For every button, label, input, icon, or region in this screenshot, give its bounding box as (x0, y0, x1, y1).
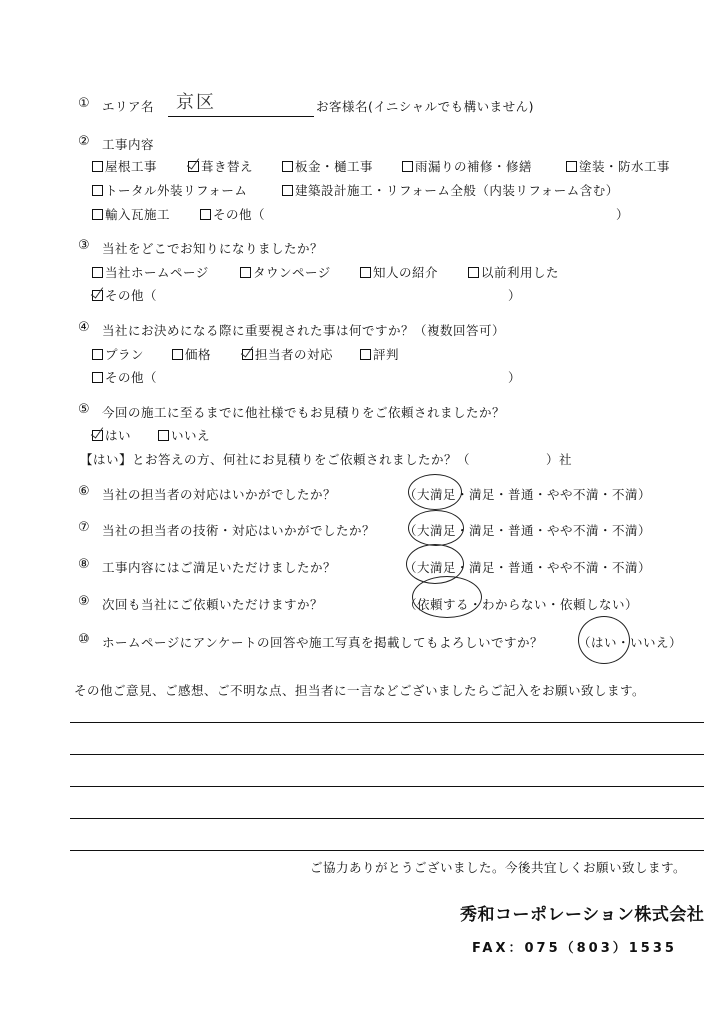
q5-option-yes[interactable] (92, 426, 131, 444)
company-name: 秀和コーポレーション株式会社 (460, 905, 705, 925)
option-label: 板金・樋工事 (295, 159, 374, 174)
q2-option-reroof[interactable] (188, 157, 253, 175)
q6-number: ⑥ (78, 484, 90, 499)
option-label: 知人の紹介 (373, 265, 439, 280)
q10-number: ⑩ (78, 632, 90, 647)
option-label: 建築設計施工・リフォーム全般（内装リフォーム含む） (295, 183, 619, 198)
option-label: その他（ (213, 207, 266, 222)
checkbox[interactable] (92, 267, 103, 278)
q10-question: ホームページにアンケートの回答や施工写真を掲載してもよろしいですか？ (102, 635, 544, 650)
checkbox[interactable] (158, 430, 169, 441)
q4-option-other[interactable] (92, 368, 157, 386)
option-label: タウンページ (253, 265, 331, 280)
q5-option-no[interactable] (158, 426, 210, 444)
q5-title: 今回の施工に至るまでに他社様でもお見積りをご依頼されましたか？ (102, 405, 506, 420)
comment-line-4[interactable] (70, 818, 704, 819)
q6-scale[interactable]: （大満足・満足・普通・やや不満・不満） (404, 487, 652, 502)
q2-title: 工事内容 (102, 137, 155, 152)
q8-scale[interactable]: （大満足・満足・普通・やや不満・不満） (404, 560, 652, 575)
fax-number: FAX：075（803）1535 (472, 941, 677, 956)
customer-label: お客様名(イニシャルでも構いません) (316, 99, 535, 114)
q5-followup-end: ）社 (546, 452, 573, 467)
q6-question: 当社の担当者の対応はいかがでしたか？ (102, 487, 337, 502)
checkbox[interactable] (200, 209, 211, 220)
q6-answer-circle (408, 474, 462, 510)
option-label: 評判 (373, 347, 400, 362)
q4-option-plan[interactable] (92, 345, 144, 363)
comment-line-1[interactable] (70, 722, 704, 723)
option-label: 以前利用した (481, 265, 560, 280)
q2-number: ② (78, 134, 90, 149)
option-label: 輸入瓦施工 (105, 207, 171, 222)
option-label: プラン (105, 347, 145, 362)
q3-other-close: ） (508, 288, 522, 303)
q5-followup: 【はい】とお答えの方、何社にお見積りをご依頼されましたか？（ (80, 452, 471, 467)
q3-option-referral[interactable] (360, 263, 438, 281)
q10-scale[interactable]: （はい・いいえ） (578, 635, 683, 650)
checkbox[interactable] (92, 185, 103, 196)
q5-number: ⑤ (78, 402, 90, 417)
checkbox[interactable] (92, 430, 103, 441)
q9-question: 次回も当社にご依頼いただけますか？ (102, 597, 324, 612)
comments-prompt: その他ご意見、ご感想、ご不明な点、担当者に一言などございましたらご記入をお願い致します。 (74, 683, 646, 698)
q4-title: 当社にお決めになる際に重要視された事は何ですか？（複数回答可） (102, 323, 506, 338)
q2-option-sheetmetal[interactable] (282, 157, 373, 175)
option-label: 価格 (185, 347, 212, 362)
checkbox[interactable] (282, 185, 293, 196)
q8-question: 工事内容にはご満足いただけましたか？ (102, 560, 337, 575)
comment-line-2[interactable] (70, 754, 704, 755)
q2-option-import-tile[interactable] (92, 205, 170, 223)
comment-line-3[interactable] (70, 786, 704, 787)
option-label: その他（ (105, 288, 158, 303)
q4-other-close: ） (508, 370, 522, 385)
q3-number: ③ (78, 238, 90, 253)
thanks-message: ご協力ありがとうございました。今後共宜しくお願い致します。 (310, 860, 687, 875)
q3-option-previous[interactable] (468, 263, 559, 281)
checkbox[interactable] (92, 209, 103, 220)
checkbox[interactable] (92, 349, 103, 360)
q3-option-homepage[interactable] (92, 263, 209, 281)
q2-option-exterior[interactable] (92, 181, 247, 199)
checkbox[interactable] (360, 349, 371, 360)
q2-option-design[interactable] (282, 181, 619, 199)
q1-number: ① (78, 96, 90, 111)
area-underline (168, 116, 314, 117)
q10-answer-circle (578, 616, 630, 664)
option-label: いいえ (171, 428, 211, 443)
q2-option-roof[interactable] (92, 157, 157, 175)
checkbox[interactable] (92, 372, 103, 383)
checkbox[interactable] (282, 161, 293, 172)
checkbox[interactable] (240, 267, 251, 278)
option-label: トータル外装リフォーム (105, 183, 248, 198)
option-label: その他（ (105, 370, 158, 385)
checkbox[interactable] (566, 161, 577, 172)
q9-number: ⑨ (78, 594, 90, 609)
checkbox[interactable] (402, 161, 413, 172)
area-value[interactable]: 京区 (176, 92, 216, 113)
q3-title: 当社をどこでお知りになりましたか？ (102, 241, 324, 256)
option-label: 担当者の対応 (255, 347, 334, 362)
q9-answer-circle (412, 576, 482, 618)
option-label: 葺き替え (201, 159, 254, 174)
q4-option-price[interactable] (172, 345, 211, 363)
checkbox[interactable] (188, 161, 199, 172)
option-label: 当社ホームページ (105, 265, 209, 280)
q3-option-townpage[interactable] (240, 263, 331, 281)
option-label: 屋根工事 (105, 159, 158, 174)
q4-number: ④ (78, 320, 90, 335)
q3-option-other[interactable] (92, 286, 157, 304)
q9-scale[interactable]: （依頼する・わからない・依頼しない） (404, 597, 639, 612)
q7-number: ⑦ (78, 520, 90, 535)
q2-other-close: ） (616, 207, 630, 222)
q4-option-reputation[interactable] (360, 345, 399, 363)
checkbox[interactable] (468, 267, 479, 278)
q7-question: 当社の担当者の技術・対応はいかがでしたか？ (102, 523, 376, 538)
option-label: 塗装・防水工事 (579, 159, 671, 174)
checkbox[interactable] (360, 267, 371, 278)
q2-option-paint[interactable] (566, 157, 670, 175)
q2-option-other[interactable] (200, 205, 265, 223)
checkbox[interactable] (172, 349, 183, 360)
checkbox[interactable] (92, 161, 103, 172)
option-label: はい (105, 428, 132, 443)
q8-number: ⑧ (78, 557, 90, 572)
q4-option-staff[interactable] (242, 345, 333, 363)
q2-option-leak-repair[interactable] (402, 157, 532, 175)
comment-line-5[interactable] (70, 850, 704, 851)
option-label: 雨漏りの補修・修繕 (415, 159, 533, 174)
checkbox[interactable] (242, 349, 253, 360)
checkbox[interactable] (92, 290, 103, 301)
area-label: エリア名 (102, 99, 155, 114)
q7-scale[interactable]: （大満足・満足・普通・やや不満・不満） (404, 523, 652, 538)
q7-answer-circle (408, 510, 464, 546)
